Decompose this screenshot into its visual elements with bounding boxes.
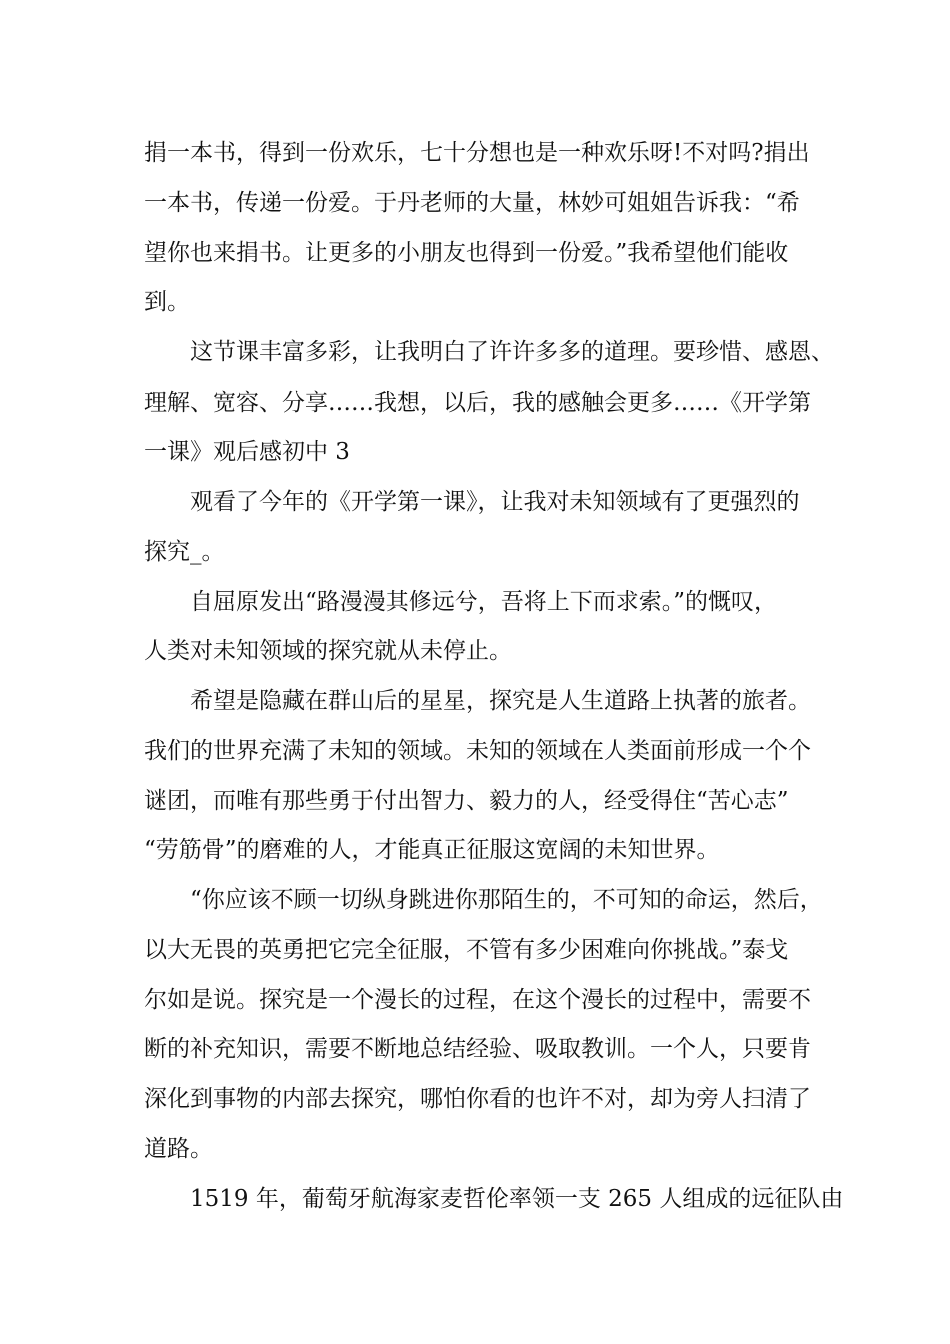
text-line: 断的补充知识，需要不断地总结经验、吸取教训。一个人，只要肯 bbox=[144, 1036, 811, 1062]
text-line: 以大无畏的英勇把它完全征服，不管有多少困难向你挑战。”泰戈 bbox=[144, 937, 789, 963]
text-line: 自屈原发出“路漫漫其修远兮，吾将上下而求索。”的慨叹， bbox=[190, 589, 778, 615]
text-line: 观看了今年的《开学第一课》，让我对未知领域有了更强烈的 bbox=[190, 489, 800, 515]
text-line: 谜团，而唯有那些勇于付出智力、毅力的人，经受得住“苦心志” bbox=[144, 788, 789, 814]
text-line: 这节课丰富多彩，让我明白了许许多多的道理。要珍惜、感恩、 bbox=[190, 339, 834, 365]
text-line: 尔如是说。探究是一个漫长的过程，在这个漫长的过程中，需要不 bbox=[144, 987, 811, 1013]
text-line: 我们的世界充满了未知的领域。未知的领域在人类面前形成一个个 bbox=[144, 738, 811, 764]
text-line: 深化到事物的内部去探究，哪怕你看的也许不对，却为旁人扫清了 bbox=[144, 1086, 811, 1112]
text-line: “劳筋骨”的磨难的人，才能真正征服这宽阔的未知世界。 bbox=[144, 837, 720, 863]
text-line: 一本书，传递一份爱。于丹老师的大量，林妙可姐姐告诉我：“希 bbox=[144, 190, 800, 216]
text-line: 一课》观后感初中 3 bbox=[144, 439, 350, 465]
text-line: 到。 bbox=[144, 289, 190, 315]
text-line: 1519 年，葡萄牙航海家麦哲伦率领一支 265 人组成的远征队由 bbox=[190, 1186, 844, 1212]
text-line: 探究_。 bbox=[144, 539, 225, 565]
text-line: “你应该不顾一切纵身跳进你那陌生的，不可知的命运，然后， bbox=[190, 887, 823, 913]
text-line: 道路。 bbox=[144, 1136, 213, 1162]
text-line: 望你也来捐书。让更多的小朋友也得到一份爱。”我希望他们能收 bbox=[144, 240, 789, 266]
text-line: 捐一本书，得到一份欢乐，七十分想也是一种欢乐呀!不对吗?捐出 bbox=[144, 140, 810, 166]
text-line: 理解、宽容、分享……我想，以后，我的感触会更多……《开学第 bbox=[144, 390, 811, 416]
text-line: 希望是隐藏在群山后的星星，探究是人生道路上执著的旅者。 bbox=[190, 688, 811, 714]
text-line: 人类对未知领域的探究就从未停止。 bbox=[144, 638, 512, 664]
